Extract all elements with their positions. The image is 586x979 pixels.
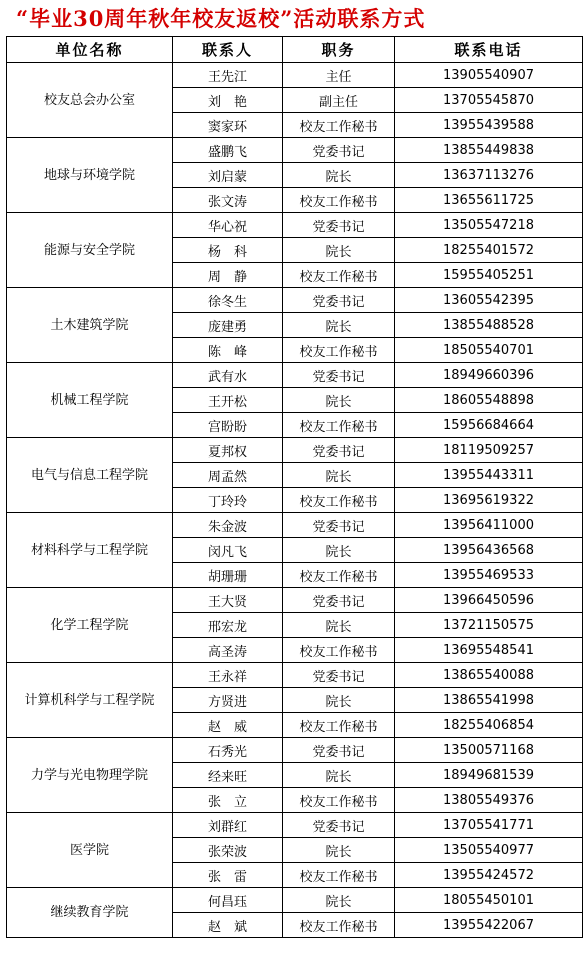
- position-cell: 校友工作秘书: [283, 263, 395, 288]
- phone-cell: 13655611725: [395, 188, 583, 213]
- contact-person-cell: 丁玲玲: [173, 488, 283, 513]
- table-row: [7, 663, 583, 688]
- position-cell: 党委书记: [283, 813, 395, 838]
- position-cell: 党委书记: [283, 513, 395, 538]
- position-cell: 校友工作秘书: [283, 413, 395, 438]
- position-cell: 院长: [283, 388, 395, 413]
- position-cell: 党委书记: [283, 363, 395, 388]
- contact-person-cell: 何昌珏: [173, 888, 283, 913]
- position-cell: 院长: [283, 313, 395, 338]
- table-row: [7, 138, 583, 163]
- contact-person-cell: 张 雷: [173, 863, 283, 888]
- table-header-row: [7, 37, 583, 63]
- position-cell: 党委书记: [283, 288, 395, 313]
- header-unit-name: 单位名称: [7, 37, 173, 63]
- table-row: [7, 63, 583, 88]
- document-title: “毕业30周年秋年校友返校”活动联系方式: [16, 6, 426, 31]
- position-cell: 院长: [283, 463, 395, 488]
- unit-name-cell: 电气与信息工程学院: [7, 438, 173, 513]
- position-cell: 党委书记: [283, 213, 395, 238]
- contact-person-cell: 方贤进: [173, 688, 283, 713]
- unit-name-cell: 机械工程学院: [7, 363, 173, 438]
- position-cell: 校友工作秘书: [283, 488, 395, 513]
- unit-name-cell: 材料科学与工程学院: [7, 513, 173, 588]
- phone-cell: 13637113276: [395, 163, 583, 188]
- phone-cell: 13955469533: [395, 563, 583, 588]
- contact-person-cell: 刘 艳: [173, 88, 283, 113]
- phone-cell: 18055450101: [395, 888, 583, 913]
- contact-person-cell: 胡珊珊: [173, 563, 283, 588]
- table-row: [7, 738, 583, 763]
- contact-person-cell: 周 静: [173, 263, 283, 288]
- position-cell: 校友工作秘书: [283, 563, 395, 588]
- contact-person-cell: 张文涛: [173, 188, 283, 213]
- header-phone: 联系电话: [395, 37, 583, 63]
- phone-cell: 13505540977: [395, 838, 583, 863]
- contact-person-cell: 盛鹏飞: [173, 138, 283, 163]
- contact-person-cell: 邢宏龙: [173, 613, 283, 638]
- position-cell: 院长: [283, 763, 395, 788]
- table-row: [7, 513, 583, 538]
- contact-person-cell: 夏邦权: [173, 438, 283, 463]
- position-cell: 校友工作秘书: [283, 913, 395, 938]
- contact-person-cell: 陈 峰: [173, 338, 283, 363]
- phone-cell: 18949660396: [395, 363, 583, 388]
- contacts-table: [6, 36, 583, 938]
- position-cell: 副主任: [283, 88, 395, 113]
- contact-person-cell: 王开松: [173, 388, 283, 413]
- position-cell: 校友工作秘书: [283, 638, 395, 663]
- contact-person-cell: 杨 科: [173, 238, 283, 263]
- phone-cell: 18505540701: [395, 338, 583, 363]
- header-position: 职务: [283, 37, 395, 63]
- position-cell: 党委书记: [283, 663, 395, 688]
- table-row: [7, 588, 583, 613]
- position-cell: 党委书记: [283, 438, 395, 463]
- phone-cell: 13955443311: [395, 463, 583, 488]
- contact-person-cell: 赵 斌: [173, 913, 283, 938]
- unit-name-cell: 医学院: [7, 813, 173, 888]
- unit-name-cell: 校友总会办公室: [7, 63, 173, 138]
- phone-cell: 13500571168: [395, 738, 583, 763]
- position-cell: 校友工作秘书: [283, 338, 395, 363]
- contact-person-cell: 武有水: [173, 363, 283, 388]
- position-cell: 院长: [283, 538, 395, 563]
- phone-cell: 13605542395: [395, 288, 583, 313]
- phone-cell: 13956436568: [395, 538, 583, 563]
- phone-cell: 13695548541: [395, 638, 583, 663]
- position-cell: 院长: [283, 888, 395, 913]
- contact-person-cell: 张荣波: [173, 838, 283, 863]
- position-cell: 院长: [283, 613, 395, 638]
- phone-cell: 13955424572: [395, 863, 583, 888]
- contact-person-cell: 王永祥: [173, 663, 283, 688]
- phone-cell: 13955439588: [395, 113, 583, 138]
- phone-cell: 18949681539: [395, 763, 583, 788]
- position-cell: 院长: [283, 163, 395, 188]
- phone-cell: 13855488528: [395, 313, 583, 338]
- phone-cell: 13505547218: [395, 213, 583, 238]
- contact-person-cell: 张 立: [173, 788, 283, 813]
- phone-cell: 18119509257: [395, 438, 583, 463]
- contact-person-cell: 经来旺: [173, 763, 283, 788]
- phone-cell: 13705541771: [395, 813, 583, 838]
- phone-cell: 15955405251: [395, 263, 583, 288]
- contacts-table-body: [7, 63, 583, 938]
- unit-name-cell: 化学工程学院: [7, 588, 173, 663]
- contact-person-cell: 庞建勇: [173, 313, 283, 338]
- contact-person-cell: 王大贤: [173, 588, 283, 613]
- contact-person-cell: 刘群红: [173, 813, 283, 838]
- unit-name-cell: 土木建筑学院: [7, 288, 173, 363]
- contact-person-cell: 王先江: [173, 63, 283, 88]
- phone-cell: 13865541998: [395, 688, 583, 713]
- contact-person-cell: 赵 威: [173, 713, 283, 738]
- unit-name-cell: 继续教育学院: [7, 888, 173, 938]
- position-cell: 校友工作秘书: [283, 713, 395, 738]
- table-row: [7, 438, 583, 463]
- phone-cell: 13721150575: [395, 613, 583, 638]
- unit-name-cell: 力学与光电物理学院: [7, 738, 173, 813]
- contact-person-cell: 刘启蒙: [173, 163, 283, 188]
- contact-person-cell: 徐冬生: [173, 288, 283, 313]
- header-contact-person: 联系人: [173, 37, 283, 63]
- table-row: [7, 813, 583, 838]
- position-cell: 校友工作秘书: [283, 863, 395, 888]
- contact-person-cell: 窦家环: [173, 113, 283, 138]
- table-row: [7, 363, 583, 388]
- phone-cell: 13966450596: [395, 588, 583, 613]
- contact-person-cell: 石秀光: [173, 738, 283, 763]
- contact-person-cell: 宫盼盼: [173, 413, 283, 438]
- unit-name-cell: 能源与安全学院: [7, 213, 173, 288]
- phone-cell: 13805549376: [395, 788, 583, 813]
- phone-cell: 15956684664: [395, 413, 583, 438]
- position-cell: 院长: [283, 238, 395, 263]
- position-cell: 主任: [283, 63, 395, 88]
- contact-person-cell: 闵凡飞: [173, 538, 283, 563]
- unit-name-cell: 地球与环境学院: [7, 138, 173, 213]
- phone-cell: 13855449838: [395, 138, 583, 163]
- phone-cell: 18255401572: [395, 238, 583, 263]
- table-row: [7, 288, 583, 313]
- phone-cell: 18255406854: [395, 713, 583, 738]
- table-row: [7, 888, 583, 913]
- contact-person-cell: 华心祝: [173, 213, 283, 238]
- contact-person-cell: 高圣涛: [173, 638, 283, 663]
- position-cell: 院长: [283, 838, 395, 863]
- position-cell: 校友工作秘书: [283, 788, 395, 813]
- position-cell: 校友工作秘书: [283, 188, 395, 213]
- phone-cell: 13705545870: [395, 88, 583, 113]
- position-cell: 院长: [283, 688, 395, 713]
- unit-name-cell: 计算机科学与工程学院: [7, 663, 173, 738]
- phone-cell: 13865540088: [395, 663, 583, 688]
- phone-cell: 13956411000: [395, 513, 583, 538]
- contact-person-cell: 周孟然: [173, 463, 283, 488]
- position-cell: 党委书记: [283, 138, 395, 163]
- phone-cell: 13905540907: [395, 63, 583, 88]
- phone-cell: 13955422067: [395, 913, 583, 938]
- contact-person-cell: 朱金波: [173, 513, 283, 538]
- position-cell: 党委书记: [283, 738, 395, 763]
- phone-cell: 13695619322: [395, 488, 583, 513]
- phone-cell: 18605548898: [395, 388, 583, 413]
- position-cell: 校友工作秘书: [283, 113, 395, 138]
- position-cell: 党委书记: [283, 588, 395, 613]
- table-row: [7, 213, 583, 238]
